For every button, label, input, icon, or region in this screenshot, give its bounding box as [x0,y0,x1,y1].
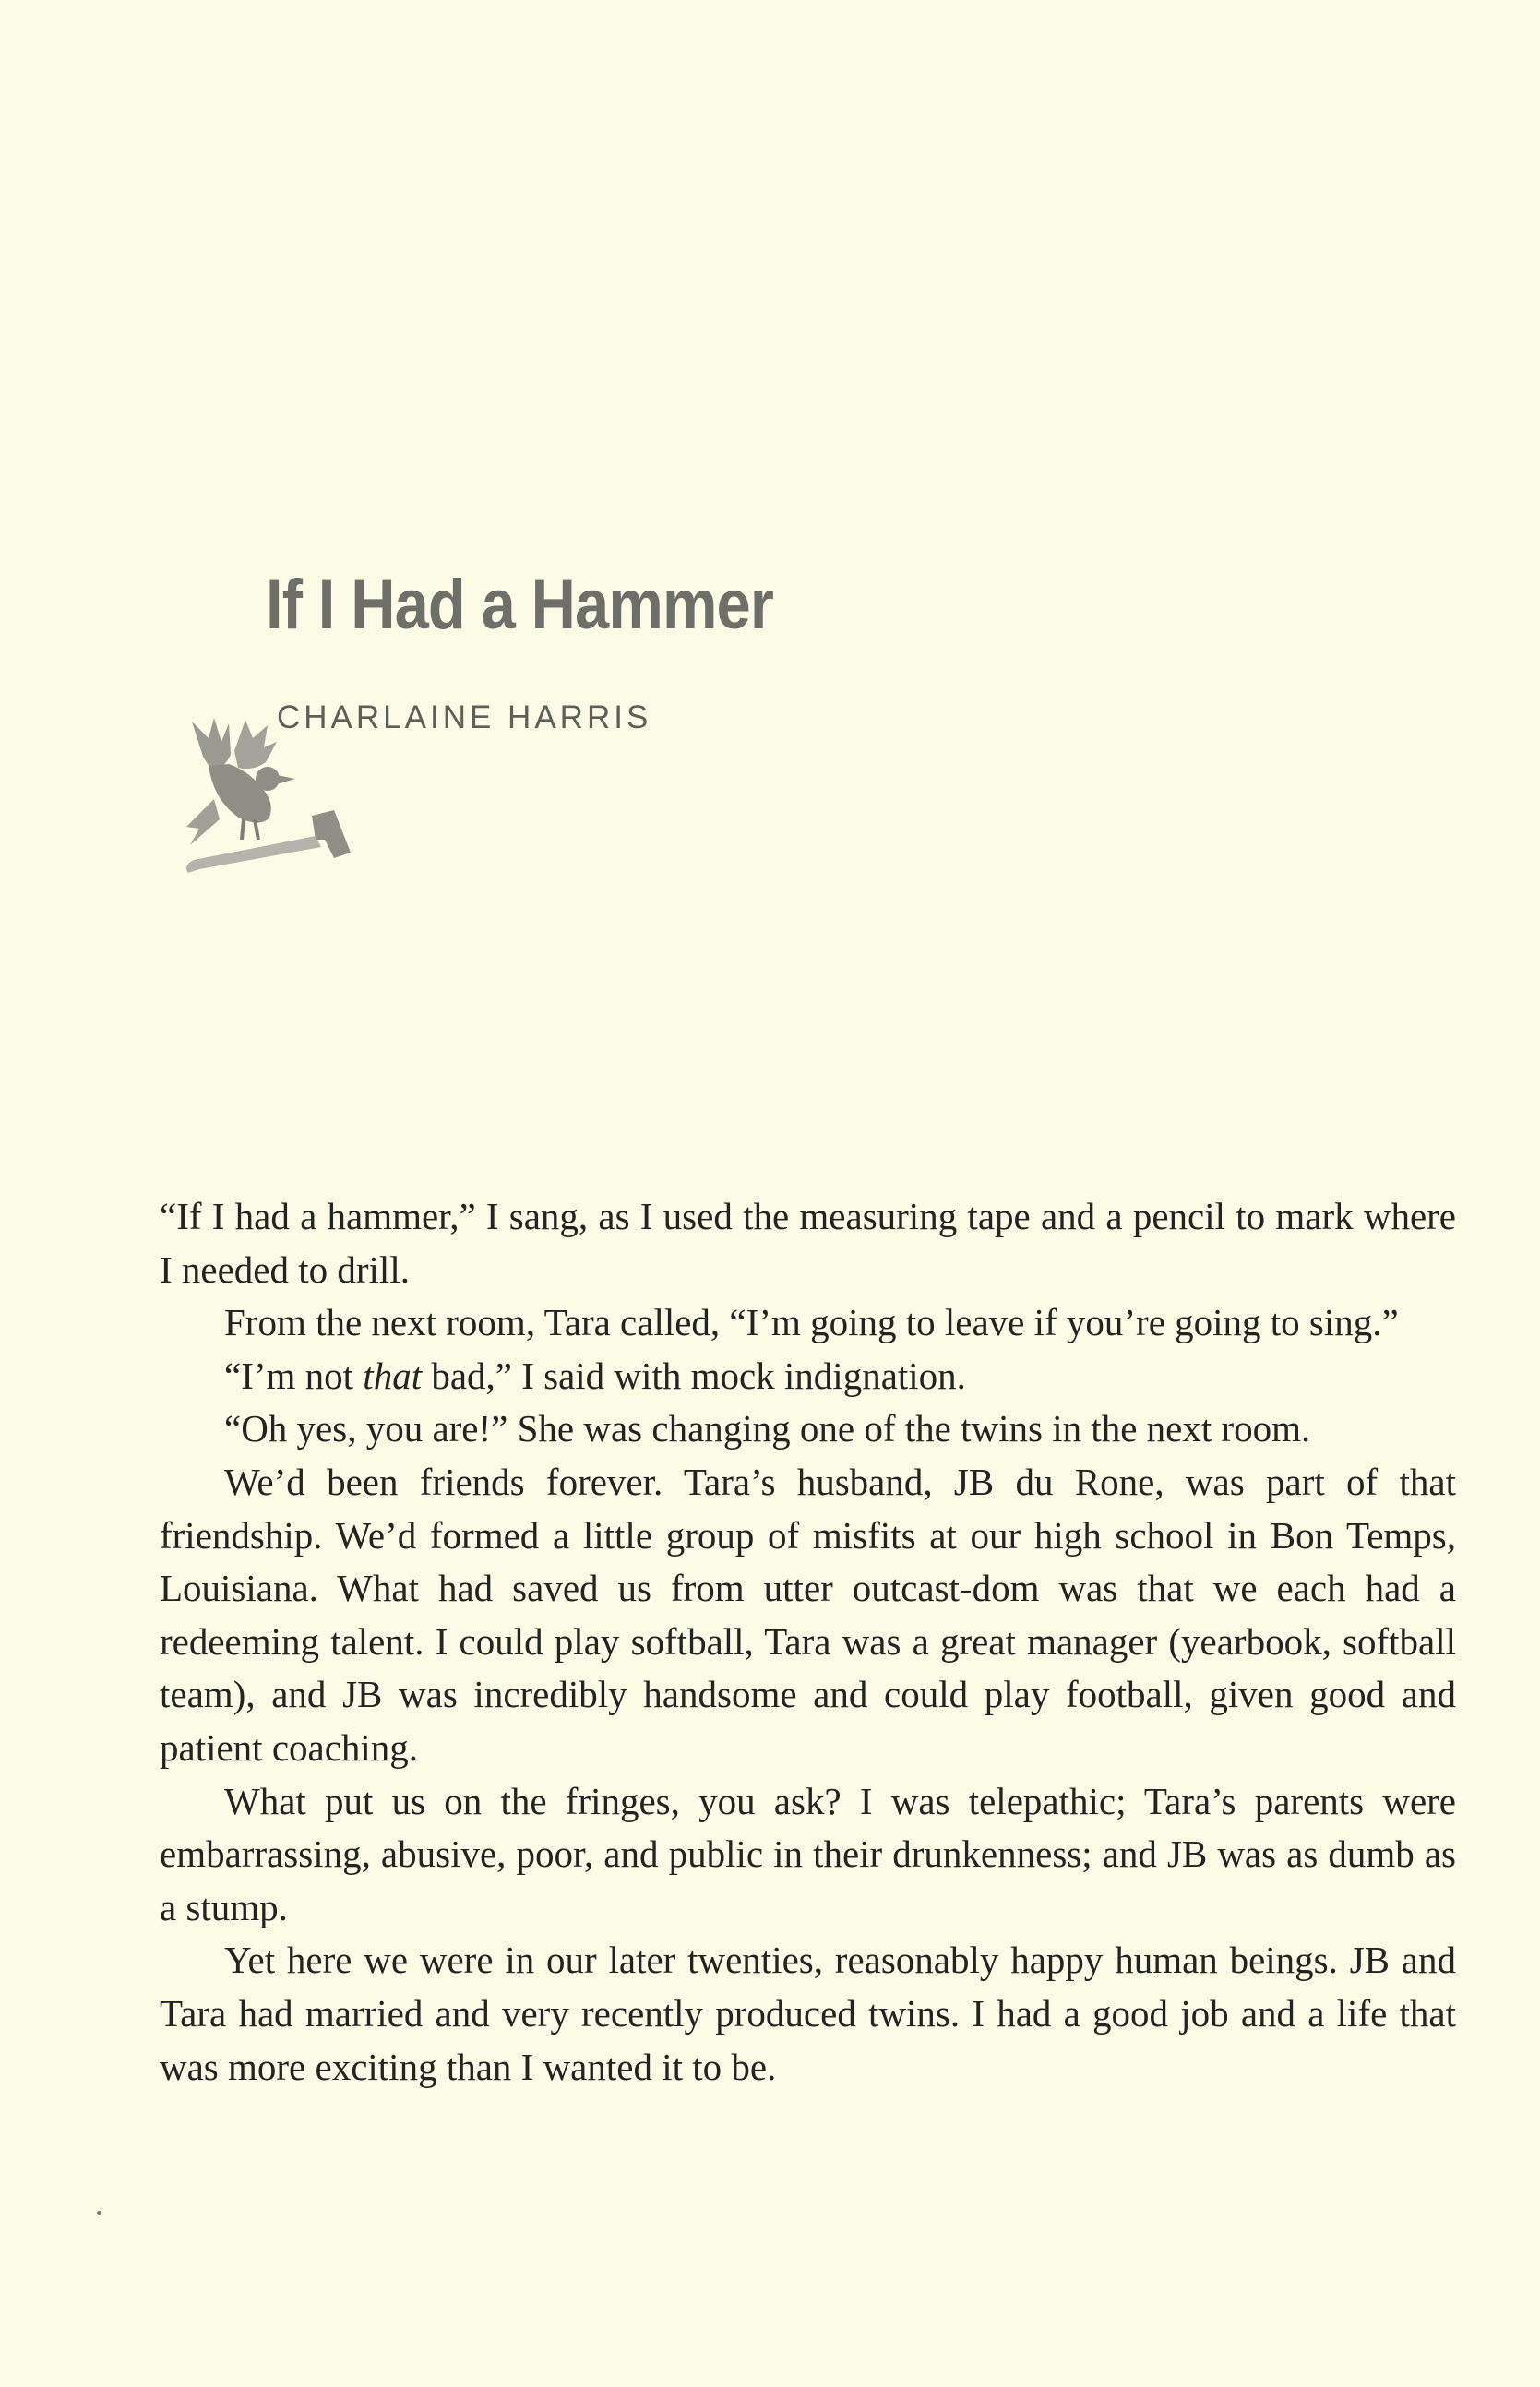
paragraph: Yet here we were in our later twenties, reasonably happy human beings. JB and Tara had married and very recently produced twins. I had a good job and a life that was more exciting than I wanted it to be. [160,1939,1456,2088]
author-name: CHARLAINE HARRIS [277,699,652,735]
bird-on-hammer-icon [177,710,362,886]
story-text [160,1190,1456,2094]
paper-speck [97,2211,101,2215]
paragraph-text: bad,” I said with mock indignation. [422,1354,966,1397]
paragraph: From the next room, Tara called, “I’m going to leave if you’re going to sing.” [224,1301,1399,1344]
paragraph [160,1350,1456,1403]
emphasized-word: that [363,1354,423,1397]
paragraph: “If I had a hammer,” I sang, as I used the measuring tape and a pencil to mark where I needed to drill. [160,1195,1456,1291]
paragraph: “Oh yes, you are!” She was changing one of the twins in the next room. [224,1407,1311,1450]
paragraph: We’d been friends forever. Tara’s husband, JB du Rone, was part of that friendship. We’d formed a little group of misfits at our high school in Bon Temps, Louisiana. What had saved us from utter outcast-dom was that we each had a redeeming talent. I could play softball, Tara was a great manager (yearbook, softball team), and JB was incredibly handsome and could play football, given good and patient coaching. [160,1460,1456,1769]
story-title: If I Had a Hammer [266,566,773,644]
paragraph: What put us on the fringes, you ask? I was telepathic; Tara’s parents were embarrassing, abusive, poor, and public in their drunkenness; and JB was as dumb as a stump. [160,1779,1456,1928]
paragraph-text: “I’m not [224,1354,364,1397]
